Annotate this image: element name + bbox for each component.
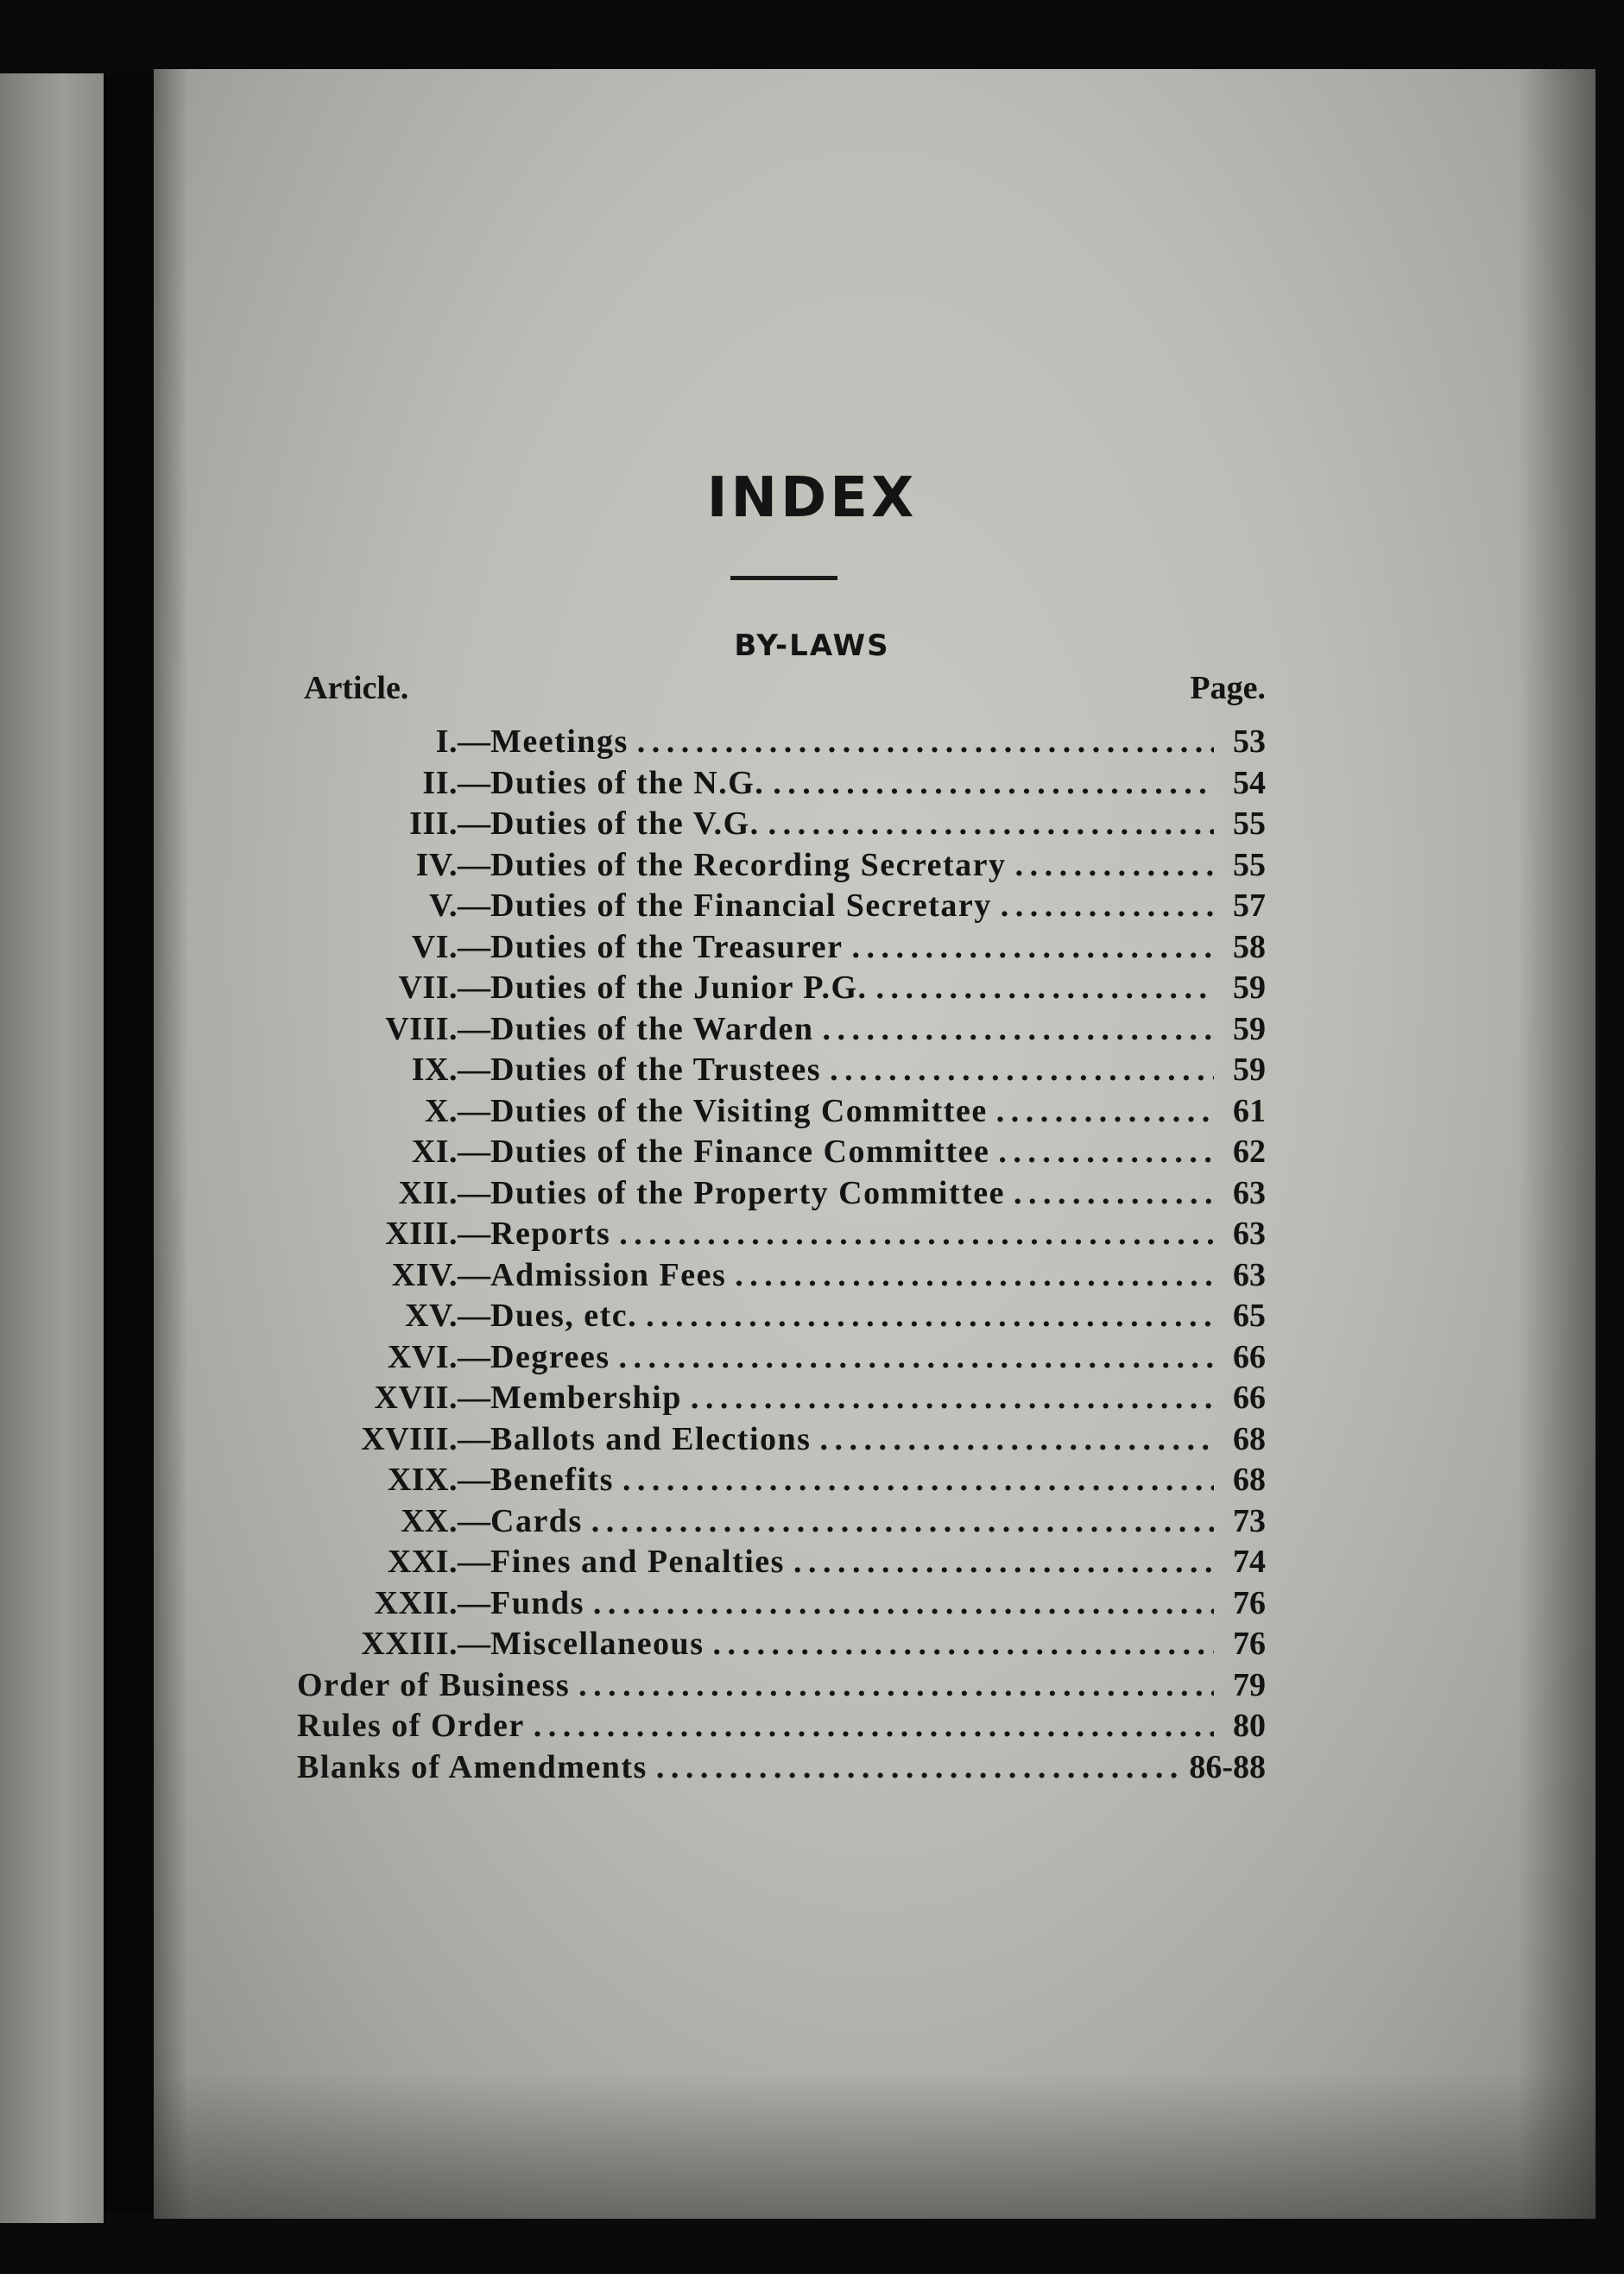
toc-entry-number: I. xyxy=(435,723,458,760)
toc-entry-dash: — xyxy=(458,805,490,842)
toc-entry-title: Miscellaneous xyxy=(490,1626,705,1662)
toc-entry-title: Order of Business xyxy=(297,1666,571,1703)
toc-entry-dash: — xyxy=(458,928,490,965)
toc-entry-number: IX. xyxy=(411,1052,458,1088)
toc-dot-leader xyxy=(637,722,1214,763)
toc-entry-dash: — xyxy=(458,1584,490,1621)
toc-entry-page: 63 xyxy=(1233,1216,1266,1252)
toc-dot-leader xyxy=(996,1091,1214,1133)
toc-entry-title: Funds xyxy=(490,1584,585,1621)
page-shadow-right xyxy=(1518,69,1596,2219)
toc-entry-page: 74 xyxy=(1233,1544,1266,1580)
toc-entry-number: XV. xyxy=(405,1298,458,1334)
toc-entry xyxy=(294,1091,1266,1133)
toc-entry-number: XIX. xyxy=(387,1462,458,1498)
toc-entry-dash: — xyxy=(458,1174,490,1211)
toc-entry-title: Duties of the Visiting Committee xyxy=(490,1092,988,1129)
toc-dot-leader xyxy=(656,1747,1181,1789)
toc-entry-title: Cards xyxy=(490,1502,583,1539)
book-gutter xyxy=(104,73,154,2214)
toc-entry-title: Duties of the Finance Committee xyxy=(490,1134,990,1170)
toc-entry-title: Duties of the V.G. xyxy=(490,805,760,842)
toc-entry-title: Ballots and Elections xyxy=(490,1420,812,1457)
toc-entry xyxy=(294,1050,1266,1091)
toc-entry xyxy=(294,1009,1266,1051)
toc-entry xyxy=(294,1747,1266,1789)
toc-entry-dash: — xyxy=(458,1010,490,1047)
toc-entry-title: Duties of the Financial Secretary xyxy=(490,887,992,924)
toc-dot-leader xyxy=(691,1378,1214,1419)
toc-entry-number: II. xyxy=(422,764,458,801)
toc-entry-page: 59 xyxy=(1233,1010,1266,1047)
toc-entry xyxy=(294,1583,1266,1625)
toc-entry-number: XXII. xyxy=(374,1584,458,1621)
toc-entry-page: 53 xyxy=(1233,723,1266,760)
toc-entry-dash: — xyxy=(458,970,490,1006)
toc-entry-page: 57 xyxy=(1233,887,1266,924)
column-heading-article: Article. xyxy=(304,670,409,706)
toc-entry-dash: — xyxy=(458,1338,490,1375)
toc-entry xyxy=(294,845,1266,887)
toc-entry xyxy=(294,1214,1266,1255)
toc-entry-page: 66 xyxy=(1233,1380,1266,1416)
toc-entry xyxy=(294,1173,1266,1215)
toc-entry-number: III. xyxy=(409,805,458,842)
toc-entry-dash: — xyxy=(458,1626,490,1662)
toc-entry xyxy=(294,722,1266,763)
toc-entry-dash: — xyxy=(458,1134,490,1170)
toc-entry-page: 55 xyxy=(1233,846,1266,883)
toc-entry-title: Admission Fees xyxy=(490,1256,727,1293)
toc-dot-leader xyxy=(646,1296,1214,1337)
toc-entry-number: IV. xyxy=(415,846,458,883)
page-shadow-bottom xyxy=(154,2072,1596,2219)
toc-entry xyxy=(294,763,1266,805)
toc-entry-number: VII. xyxy=(398,970,458,1006)
toc-dot-leader xyxy=(1001,886,1214,927)
toc-entry-title: Benefits xyxy=(490,1462,614,1498)
toc-entry-title: Fines and Penalties xyxy=(490,1544,785,1580)
toc-entry-page: 68 xyxy=(1233,1420,1266,1457)
toc-dot-leader xyxy=(578,1665,1214,1707)
toc-entry-page: 86-88 xyxy=(1189,1748,1266,1785)
toc-entry-page: 63 xyxy=(1233,1256,1266,1293)
toc-dot-leader xyxy=(534,1706,1214,1747)
toc-entry-number: XVIII. xyxy=(361,1420,458,1457)
toc-dot-leader xyxy=(998,1132,1214,1173)
toc-entry xyxy=(294,1542,1266,1583)
toc-entry-dash: — xyxy=(458,1216,490,1252)
toc-entry-title: Blanks of Amendments xyxy=(297,1748,648,1785)
toc-entry-page: 76 xyxy=(1233,1584,1266,1621)
toc-entry-number: XVI. xyxy=(387,1338,458,1375)
toc-dot-leader xyxy=(622,1460,1214,1501)
toc-entry-dash: — xyxy=(458,1544,490,1580)
toc-dot-leader xyxy=(1014,1173,1214,1215)
toc-entry xyxy=(294,1706,1266,1747)
toc-dot-leader xyxy=(819,1419,1214,1461)
toc-entry-dash: — xyxy=(458,1502,490,1539)
toc-entry-title: Duties of the Trustees xyxy=(490,1052,822,1088)
toc-dot-leader xyxy=(735,1255,1214,1297)
toc-entry-page: 55 xyxy=(1233,805,1266,842)
toc-entry-page: 65 xyxy=(1233,1298,1266,1334)
toc-dot-leader xyxy=(619,1214,1214,1255)
toc-dot-leader xyxy=(591,1501,1214,1543)
toc-entry-dash: — xyxy=(458,1462,490,1498)
toc-entry-page: 58 xyxy=(1233,928,1266,965)
toc-entry-number: XXIII. xyxy=(361,1626,458,1662)
page-title: INDEX xyxy=(706,466,918,530)
toc-entry-page: 66 xyxy=(1233,1338,1266,1375)
toc-entry-title: Duties of the Recording Secretary xyxy=(490,846,1007,883)
toc-entry-title: Membership xyxy=(490,1380,682,1416)
toc-dot-leader xyxy=(593,1583,1214,1625)
toc-entry-dash: — xyxy=(458,723,490,760)
toc-entry xyxy=(294,1255,1266,1297)
toc-entry-title: Rules of Order xyxy=(297,1708,525,1744)
toc-entry-page: 54 xyxy=(1233,764,1266,801)
toc-entry-page: 63 xyxy=(1233,1174,1266,1211)
toc-entry-dash: — xyxy=(458,846,490,883)
toc-entry-title: Dues, etc. xyxy=(490,1298,638,1334)
toc-entry-page: 62 xyxy=(1233,1134,1266,1170)
toc-entry xyxy=(294,968,1266,1009)
toc-entry xyxy=(294,1501,1266,1543)
toc-entry-number: VI. xyxy=(411,928,458,965)
column-heading-page: Page. xyxy=(1190,670,1266,706)
toc-entry-title: Reports xyxy=(490,1216,611,1252)
toc-entry-dash: — xyxy=(458,1380,490,1416)
toc-dot-leader xyxy=(1015,845,1214,887)
toc-entry-page: 76 xyxy=(1233,1626,1266,1662)
toc-entry-title: Duties of the Property Committee xyxy=(490,1174,1006,1211)
toc-entry-page: 73 xyxy=(1233,1502,1266,1539)
table-of-contents xyxy=(294,722,1266,1788)
toc-entry-number: XII. xyxy=(398,1174,458,1211)
toc-entry-number: XX. xyxy=(401,1502,458,1539)
toc-dot-leader xyxy=(851,927,1214,969)
toc-entry xyxy=(294,1337,1266,1379)
toc-dot-leader xyxy=(619,1337,1214,1379)
toc-entry-number: X. xyxy=(425,1092,458,1129)
toc-entry-dash: — xyxy=(458,764,490,801)
toc-entry-number: XVII. xyxy=(374,1380,458,1416)
toc-entry-number: V. xyxy=(428,887,458,924)
toc-entry-title: Meetings xyxy=(490,723,629,760)
toc-entry-dash: — xyxy=(458,1420,490,1457)
toc-entry xyxy=(294,1460,1266,1501)
toc-entry-title: Duties of the Junior P.G. xyxy=(490,970,868,1006)
toc-entry-page: 79 xyxy=(1233,1666,1266,1703)
toc-entry xyxy=(294,1378,1266,1419)
toc-entry-number: XI. xyxy=(411,1134,458,1170)
toc-entry xyxy=(294,1296,1266,1337)
toc-dot-leader xyxy=(712,1624,1214,1665)
toc-entry-dash: — xyxy=(458,1092,490,1129)
toc-entry-title: Degrees xyxy=(490,1338,610,1375)
toc-entry-dash: — xyxy=(458,1052,490,1088)
facing-page-edge xyxy=(0,73,104,2223)
toc-dot-leader xyxy=(822,1009,1214,1051)
title-rule-divider xyxy=(730,576,837,580)
toc-entry-number: VIII. xyxy=(385,1010,458,1047)
toc-entry-title: Duties of the N.G. xyxy=(490,764,765,801)
toc-entry-page: 59 xyxy=(1233,1052,1266,1088)
toc-entry-title: Duties of the Warden xyxy=(490,1010,814,1047)
toc-dot-leader xyxy=(876,968,1214,1009)
toc-entry xyxy=(294,1624,1266,1665)
toc-entry xyxy=(294,804,1266,845)
toc-entry-number: XIV. xyxy=(391,1256,458,1293)
section-heading: BY-LAWS xyxy=(734,629,890,663)
toc-entry-dash: — xyxy=(458,887,490,924)
toc-entry xyxy=(294,1132,1266,1173)
toc-dot-leader xyxy=(768,804,1214,845)
toc-entry xyxy=(294,927,1266,969)
toc-entry-dash: — xyxy=(458,1256,490,1293)
page-shadow-left xyxy=(154,69,188,2219)
toc-entry-number: XXI. xyxy=(387,1544,458,1580)
toc-entry xyxy=(294,1665,1266,1707)
toc-entry-page: 59 xyxy=(1233,970,1266,1006)
toc-entry-title: Duties of the Treasurer xyxy=(490,928,844,965)
toc-dot-leader xyxy=(830,1050,1214,1091)
toc-entry-page: 80 xyxy=(1233,1708,1266,1744)
toc-entry-dash: — xyxy=(458,1298,490,1334)
toc-dot-leader xyxy=(773,763,1214,805)
toc-dot-leader xyxy=(793,1542,1214,1583)
toc-entry-number: XIII. xyxy=(385,1216,458,1252)
toc-entry xyxy=(294,886,1266,927)
toc-entry xyxy=(294,1419,1266,1461)
toc-entry-page: 68 xyxy=(1233,1462,1266,1498)
toc-entry-page: 61 xyxy=(1233,1092,1266,1129)
